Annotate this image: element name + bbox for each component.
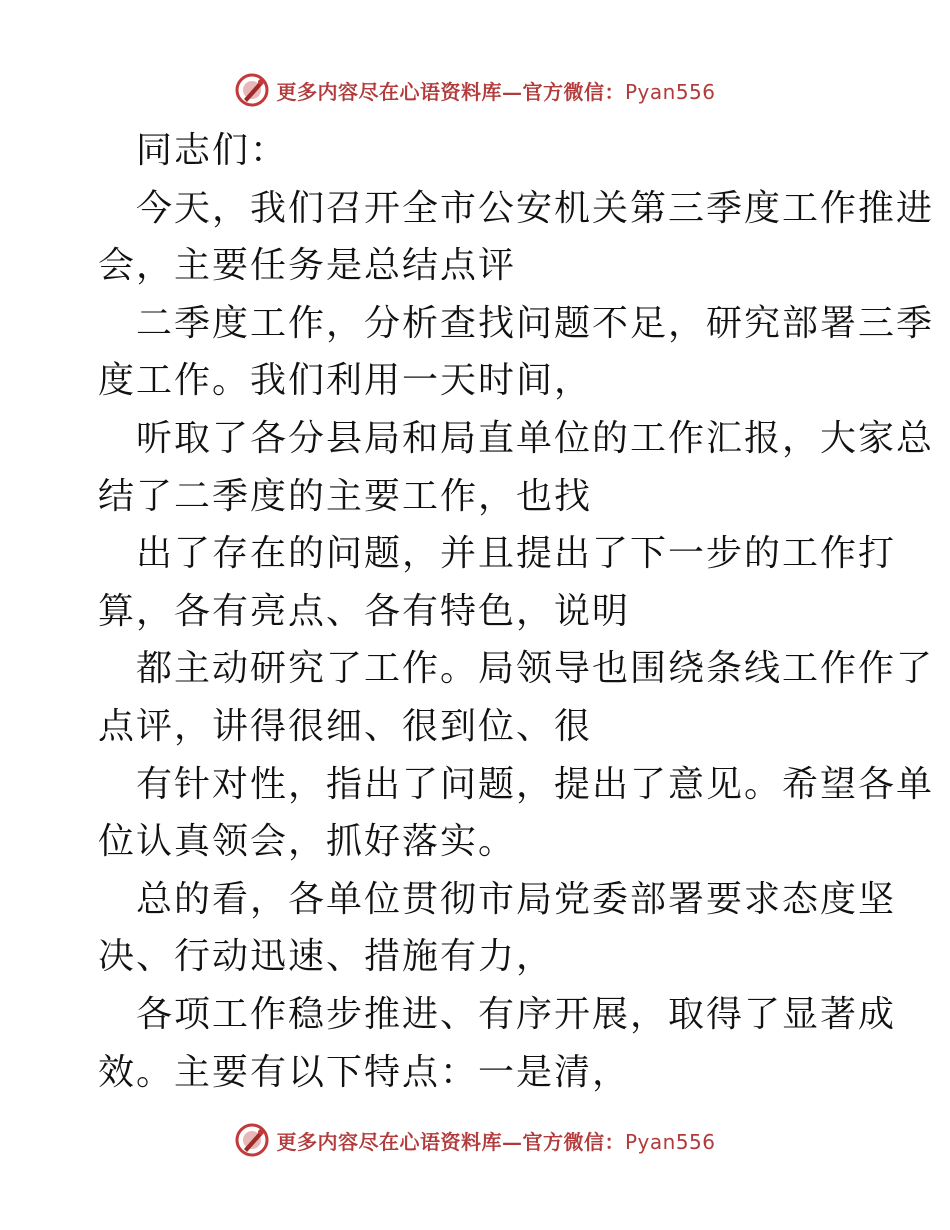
watermark-footer — [0, 1118, 950, 1162]
watermark-text: 更多内容尽在心语资料库—官方微信：Pyan556 — [276, 1129, 716, 1154]
text-line: 总的看，各单位贯彻市局党委部署要求态度坚 — [136, 878, 897, 920]
watermark-text: 更多内容尽在心语资料库—官方微信：Pyan556 — [276, 79, 716, 104]
text-line: 效。主要有以下特点：一是清， — [98, 1051, 631, 1093]
text-line: 点评，讲得很细、很到位、很 — [98, 705, 593, 747]
text-line: 度工作。我们利用一天时间， — [98, 360, 593, 402]
logo-icon — [234, 72, 270, 108]
text-line: 结了二季度的主要工作，也找 — [98, 475, 593, 517]
text-line: 算，各有亮点、各有特色，说明 — [98, 590, 631, 632]
text-line: 听取了各分县局和局直单位的工作汇报，大家总 — [136, 417, 935, 459]
text-line: 二季度工作，分析查找问题不足，研究部署三季 — [136, 302, 935, 344]
watermark-header — [0, 68, 950, 112]
text-line: 位认真领会，抓好落实。 — [98, 821, 517, 863]
text-line: 会，主要任务是总结点评 — [98, 245, 517, 287]
document-body — [98, 122, 935, 1101]
text-line: 各项工作稳步推进、有序开展，取得了显著成 — [136, 993, 897, 1035]
text-line: 决、行动迅速、措施有力， — [98, 936, 555, 978]
text-line: 同志们： — [136, 130, 289, 171]
logo-icon — [234, 1122, 270, 1158]
text-line: 都主动研究了工作。局领导也围绕条线工作作了 — [136, 648, 935, 690]
text-line: 今天，我们召开全市公安机关第三季度工作推进 — [136, 187, 935, 229]
text-line: 有针对性，指出了问题，提出了意见。希望各单 — [136, 763, 935, 805]
text-line: 出了存在的问题，并且提出了下一步的工作打 — [136, 533, 897, 575]
